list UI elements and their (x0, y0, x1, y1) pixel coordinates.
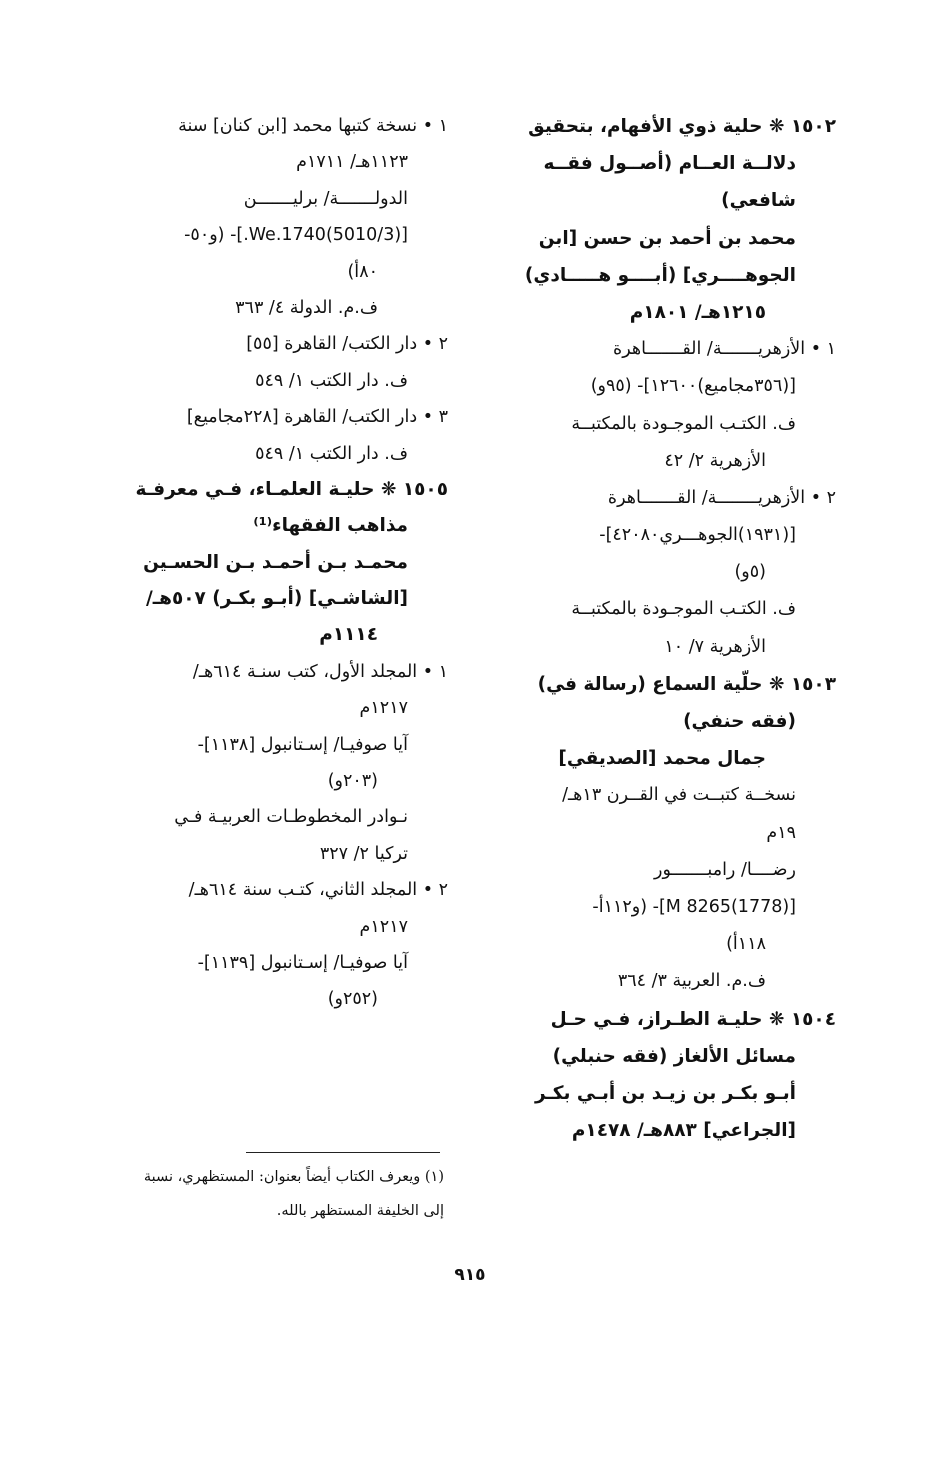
entry-text-line: ١ • نسخة كتبها محمد [ابن كنان] سنة (178, 116, 448, 136)
entry-text-line: [M 8265(1778)]- (و١١٢أ- (592, 896, 796, 917)
entry-text-line: الدولـــــــة/ برليـــــــن (243, 188, 408, 209)
entry-text-line: (٢٠٣و) (327, 771, 378, 792)
page-number: ٩١٥ (454, 1265, 486, 1285)
entry-heading-line: محمـد بـن أحمـد بـن الحسـين (143, 551, 408, 573)
entry-text-line: الأزهرية ٧/ ١٠ (664, 636, 766, 657)
entry-text-line: ١٩م (766, 822, 796, 843)
entry-text-line: ف.م. الدولة ٤/ ٣٦٣ (235, 297, 378, 318)
entry-heading-line: أبـو بكـر بن زيـد بن أبـي بكـر (534, 1082, 796, 1104)
entry-text-line: [(5010/3)We.1740.]- (و٥٠- (184, 225, 408, 246)
entry-heading-line: مسائل الألغاز (فقه حنبلي) (552, 1045, 796, 1067)
entry-heading-line: شافعي) (721, 190, 796, 212)
entry-text-line: ١ • المجلد الأول، كتب سنـة ٦١٤هـ/ (192, 661, 448, 682)
entry-text-line: (٢٥٢و) (327, 989, 378, 1010)
entry-heading-line: دلالــة العــام (أصــول فقــه (543, 153, 796, 175)
entry-text-line: نـوادر المخطوطـات العربيـة فـي (174, 807, 408, 828)
entry-text-line: آيا صوفيـا/ إسـتانبول [١١٣٩]- (197, 952, 408, 973)
entry-text-line: ١١٨أ) (726, 934, 766, 955)
entry-text-line: ف. الكتـب الموجـودة بالمكتبــة (571, 413, 796, 434)
entry-text-line: ٨٠أ) (347, 261, 378, 282)
entry-text-line: ٢ • المجلد الثاني، كتـب سنة ٦١٤هـ/ (188, 880, 448, 901)
entry-text-line: [(٣٥٦مجاميع)١٢٦٠٠]- (٩٥و) (590, 376, 796, 397)
entry-text-line: ٢ • دار الكتب/ القاهرة [٥٥] (246, 334, 448, 355)
entry-text-line: آيا صوفيـا/ إسـتانبول [١١٣٨]- (197, 734, 408, 755)
entry-heading-line: [الجراعي] ٨٨٣هـ/ ١٤٧٨م (571, 1120, 796, 1142)
entry-text-line: ف. الكتـب الموجـودة بالمكتبــة (571, 599, 796, 620)
entry-heading-line: [الشاشـي] (أبـو بكـر) ٥٠٧هـ/ (146, 588, 408, 610)
entry-text-line: ١ • الأزهريـــــــة/ القـــــــاهرة (613, 339, 836, 360)
entry-text-line: (٥و) (734, 562, 766, 583)
footnote-divider (246, 1152, 440, 1153)
entry-text-line: تركيا ٢/ ٣٢٧ (319, 843, 408, 864)
footnote-line: (١) ويعرف الكتاب أيضاً بعنوان: المستظهري، نسبة (143, 1169, 444, 1185)
entry-heading-line: مذاهب الفقهاء⁽¹⁾ (253, 515, 408, 537)
entry-heading-line: الجوهــــري] (أبــــو هـــــادي) (524, 264, 796, 286)
entry-text-line: ٣ • دار الكتب/ القاهرة [٢٢٨مجاميع] (186, 407, 448, 428)
entry-heading-line: ١٥٠٤ ❋ حليـة الطـراز، فـي حـل (550, 1008, 836, 1030)
entry-heading-line: محمد بن أحمد بن حسن [ابن (538, 227, 796, 249)
entry-text-line: ١٢١٧م (359, 698, 408, 719)
footnotes (108, 1160, 444, 1228)
entry-heading-line: ١٥٠٢ ❋ حلية ذوي الأفهام، بتحقيق (528, 116, 836, 137)
footnote-line: إلى الخليفة المستظهر بالله. (276, 1203, 444, 1219)
right-column (498, 108, 836, 1149)
entry-text-line: ف. دار الكتب ١/ ٥٤٩ (255, 370, 408, 391)
entry-text-line: الأزهرية ٢/ ٤٢ (664, 450, 766, 471)
entry-text-line: ١١٢٣هـ/ ١٧١١م (296, 152, 408, 173)
left-column (108, 108, 448, 1018)
entry-heading-line: (فقه حنفي) (683, 711, 796, 732)
entry-heading-line: جمال محمد [الصديقي] (558, 748, 766, 770)
entry-text-line: رضــــا/ رامبـــــــور (654, 859, 796, 880)
entry-text-line: [(١٩٣١)الجوهـــري٤٢٠٨٠]- (599, 525, 796, 546)
entry-text-line: ف.م. العربية ٣/ ٣٦٤ (617, 971, 766, 992)
entry-text-line: ف. دار الكتب ١/ ٥٤٩ (255, 443, 408, 464)
entry-text-line: نسخــة كتبــت في القــرن ١٣هـ/ (562, 785, 796, 806)
entry-heading-line: ١٥٠٣ ❋ حلّية السماع (رسالة في) (537, 673, 836, 695)
entry-heading-line: ١١١٤م (319, 624, 378, 646)
entry-text-line: ١٢١٧م (359, 916, 408, 937)
entry-heading-line: ١٥٠٥ ❋ حليـة العلمـاء، فـي معرفـة (135, 478, 448, 500)
entry-text-line: ٢ • الأزهريــــــــة/ القـــــــاهرة (607, 487, 836, 508)
entry-heading-line: ١٢١٥هـ/ ١٨٠١م (629, 301, 766, 323)
